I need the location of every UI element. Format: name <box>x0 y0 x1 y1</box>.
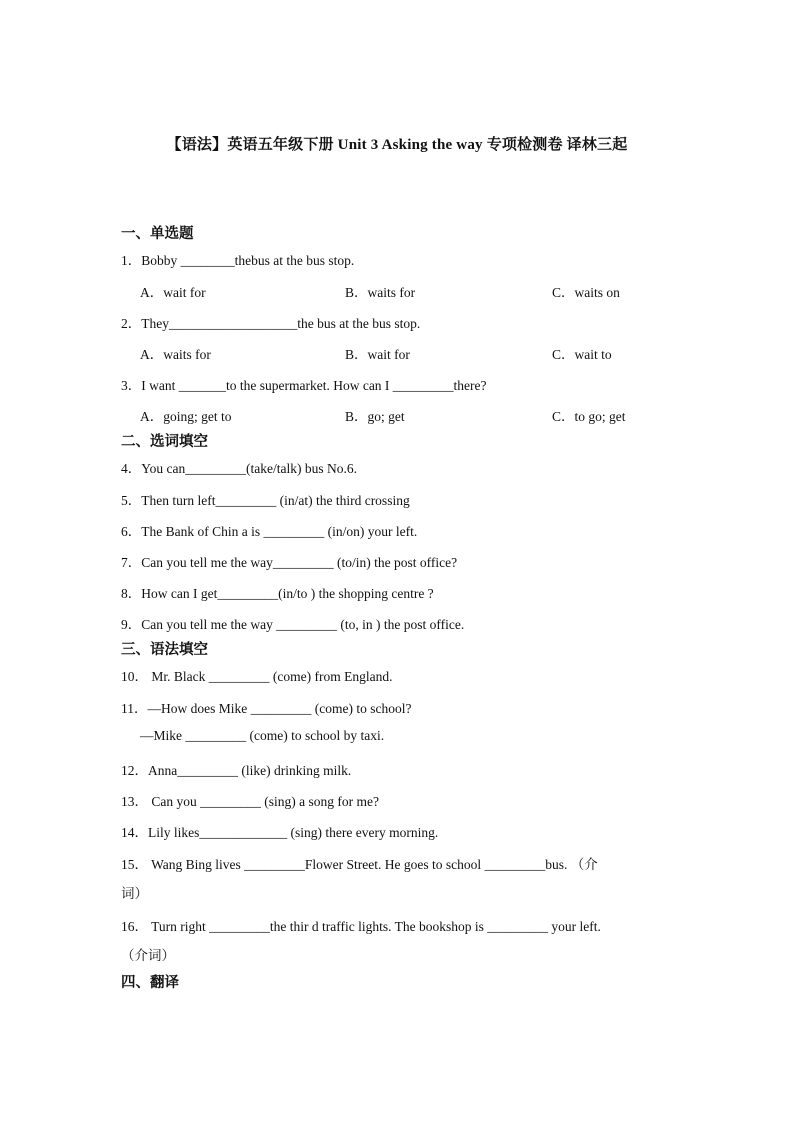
question-15-line-1: 15． Wang Bing lives _________Flower Street. He goes to school _________bus. （介 <box>121 857 598 872</box>
section-heading-grammar-fill: 三、语法填空 <box>121 642 208 658</box>
question-3-option-a: A．going; get to <box>140 409 232 424</box>
question-1-option-a: A．wait for <box>140 285 206 300</box>
question-13: 13． Can you _________ (sing) a song for me? <box>121 794 379 809</box>
question-2-option-b: B．wait for <box>345 347 410 362</box>
question-3-option-b: B．go; get <box>345 409 405 424</box>
question-16-line-2: （介词） <box>121 948 175 963</box>
section-heading-single-choice: 一、单选题 <box>121 226 194 242</box>
page-title: 【语法】英语五年级下册 Unit 3 Asking the way 专项检测卷 译林三起 <box>166 137 628 153</box>
question-8: 8．How can I get_________(in/to ) the shopping centre ? <box>121 586 434 601</box>
question-5: 5．Then turn left_________ (in/at) the third crossing <box>121 493 410 508</box>
question-9: 9．Can you tell me the way _________ (to, in ) the post office. <box>121 617 465 632</box>
question-1-stem: 1．Bobby ________thebus at the bus stop. <box>121 253 355 268</box>
question-11-question: 11．—How does Mike _________ (come) to school? <box>121 701 412 716</box>
question-11-answer: —Mike _________ (come) to school by taxi. <box>140 728 385 743</box>
question-16-line-1: 16． Turn right _________the thir d traffic lights. The bookshop is _________ your left. <box>121 919 601 934</box>
question-10: 10． Mr. Black _________ (come) from England. <box>121 669 393 684</box>
section-heading-word-choice: 二、选词填空 <box>121 434 208 450</box>
section-heading-translation: 四、翻译 <box>121 975 179 991</box>
question-2-stem: 2．They___________________the bus at the bus stop. <box>121 316 421 331</box>
question-2-option-c: C．wait to <box>552 347 612 362</box>
question-2-option-a: A．waits for <box>140 347 211 362</box>
question-14: 14．Lily likes_____________ (sing) there every morning. <box>121 825 439 840</box>
question-1-option-b: B．waits for <box>345 285 416 300</box>
question-1-option-c: C．waits on <box>552 285 620 300</box>
question-6: 6．The Bank of Chin a is _________ (in/on) your left. <box>121 524 418 539</box>
question-7: 7．Can you tell me the way_________ (to/in) the post office? <box>121 555 458 570</box>
question-3-option-c: C．to go; get <box>552 409 626 424</box>
question-4: 4．You can_________(take/talk) bus No.6. <box>121 461 357 476</box>
question-12: 12．Anna_________ (like) drinking milk. <box>121 763 352 778</box>
question-15-line-2: 词） <box>121 886 148 901</box>
question-3-stem: 3．I want _______to the supermarket. How can I _________there? <box>121 378 487 393</box>
